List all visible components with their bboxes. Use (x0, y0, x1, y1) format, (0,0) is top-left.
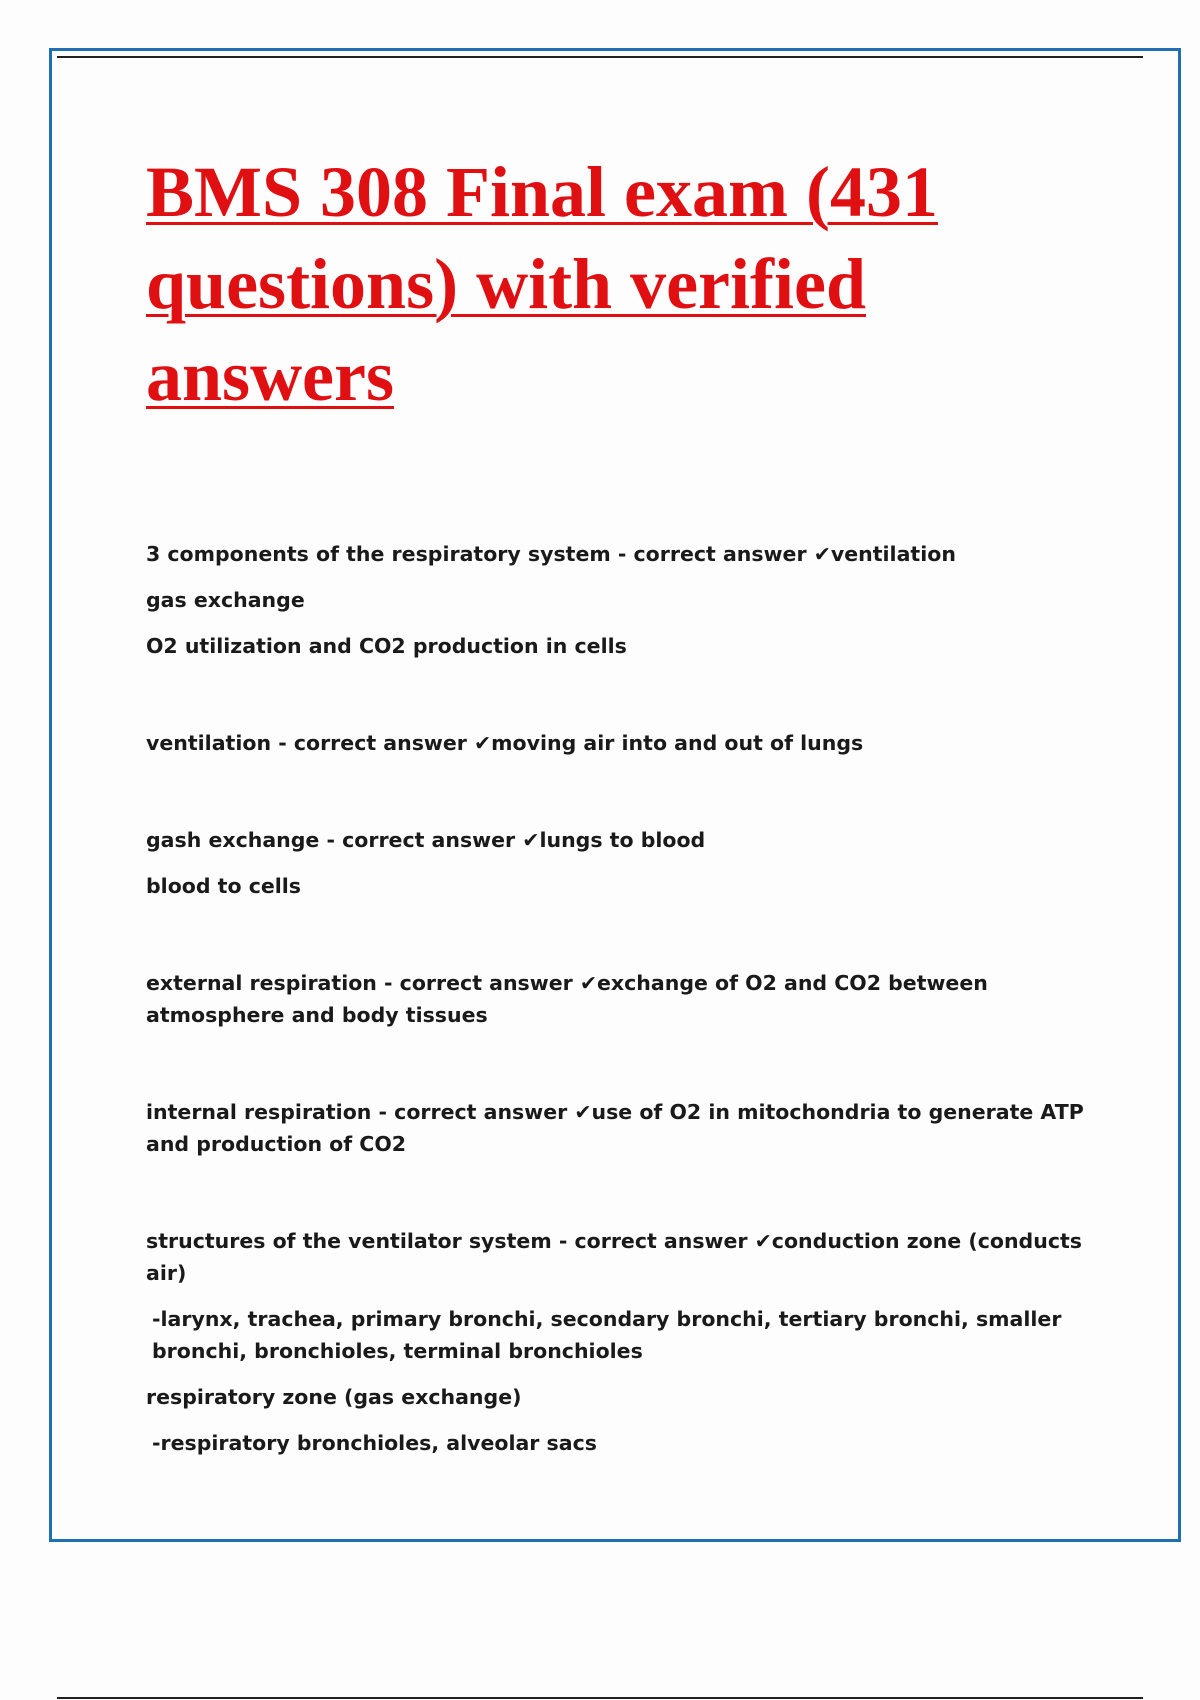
qa-item (146, 824, 1086, 902)
qa-line: respiratory zone (gas exchange) (146, 1385, 522, 1409)
qa-item (146, 538, 1086, 662)
qa-line: 3 components of the respiratory system - correct answer ✔ventilation (146, 542, 956, 566)
qa-item (146, 1096, 1086, 1160)
qa-item (146, 727, 1086, 759)
qa-line: external respiration - correct answer ✔exchange of O2 and CO2 between atmosphere and body tissues (146, 971, 988, 1027)
qa-line: -larynx, trachea, primary bronchi, secondary bronchi, tertiary bronchi, smaller bronchi, bronchioles, terminal bronchioles (152, 1307, 1062, 1363)
qa-line: O2 utilization and CO2 production in cells (146, 634, 627, 658)
qa-item (146, 1225, 1086, 1459)
qa-line: gash exchange - correct answer ✔lungs to blood (146, 828, 706, 852)
bottom-rule (57, 1697, 1143, 1699)
qa-line: structures of the ventilator system - correct answer ✔conduction zone (conducts air) (146, 1229, 1082, 1285)
qa-line: gas exchange (146, 588, 305, 612)
qa-line: ventilation - correct answer ✔moving air into and out of lungs (146, 731, 864, 755)
qa-line: blood to cells (146, 874, 302, 898)
document-title: BMS 308 Final exam (431 questions) with verified answers (146, 152, 938, 416)
top-rule (57, 56, 1143, 58)
qa-item (146, 967, 1086, 1031)
qa-line: -respiratory bronchioles, alveolar sacs (152, 1431, 597, 1455)
qa-list (146, 538, 1086, 1524)
qa-line: internal respiration - correct answer ✔use of O2 in mitochondria to generate ATP and production of CO2 (146, 1100, 1084, 1156)
